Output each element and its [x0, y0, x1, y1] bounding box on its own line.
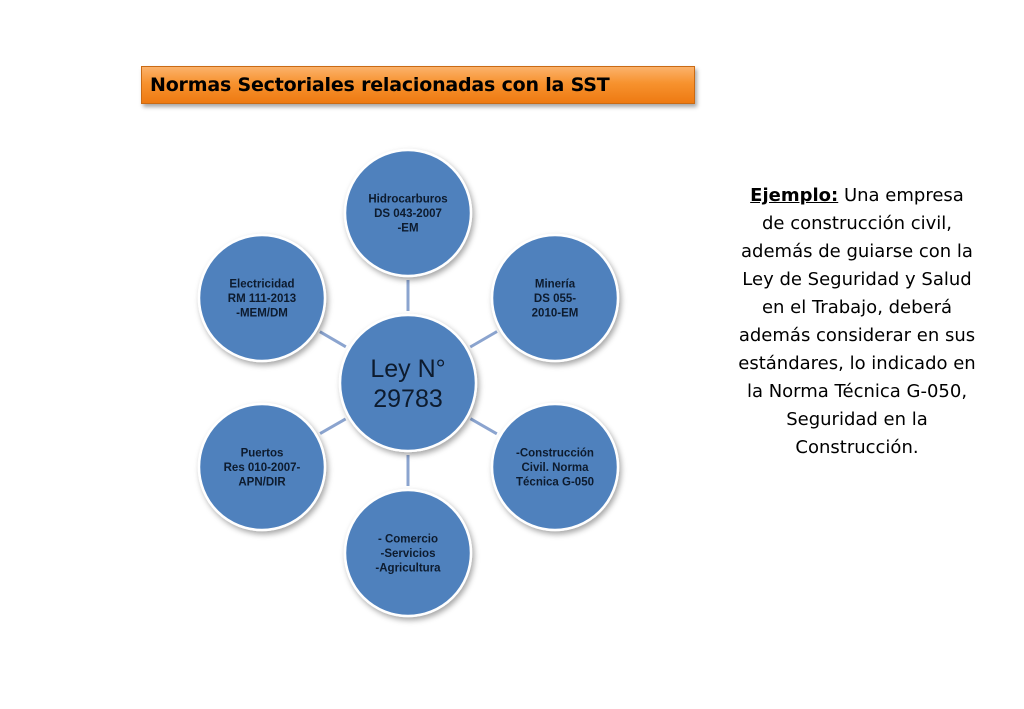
node-label-puertos-0: Puertos — [240, 447, 284, 460]
node-label-mineria-1: DS 055- — [533, 293, 577, 305]
node-mineria — [492, 235, 618, 361]
node-comercio — [345, 490, 471, 616]
example-body: Una empresa de construcción civil, además de guiarse con la Ley de Seguridad y Salud en el Trabajo, deberá además considerar en sus estándares, lo indicado en la Norma Técnica G-050, Seguridad en la Construcción. — [738, 185, 976, 458]
node-label-comercio-2: -Agricultura — [375, 562, 441, 575]
node-label-electricidad-0: Electricidad — [229, 278, 295, 291]
page-title: Normas Sectoriales relacionadas con la SST — [150, 74, 610, 96]
node-label-construccion-0: -Construcción — [516, 447, 594, 460]
node-label-puertos-2: APN/DIR — [238, 476, 286, 489]
node-label-mineria-2: 2010-EM — [531, 307, 579, 320]
connector-electricidad — [320, 332, 346, 347]
connector-construccion — [471, 419, 497, 434]
node-label-construccion-2: Técnica G-050 — [516, 476, 594, 489]
node-label-electricidad-2: -MEM/DM — [236, 307, 288, 320]
node-label-hidrocarburos-1: DS 043-2007 — [374, 208, 442, 220]
node-label-puertos-1: Res 010-2007- — [223, 462, 301, 474]
example-lead: Ejemplo: — [750, 185, 839, 206]
node-label-hidrocarburos-0: Hidrocarburos — [368, 193, 448, 206]
connector-mineria — [470, 332, 497, 348]
node-electricidad — [199, 235, 325, 361]
node-puertos — [199, 404, 325, 530]
connector-puertos — [320, 419, 346, 434]
center-node — [340, 315, 476, 451]
node-label-comercio-1: -Servicios — [380, 548, 436, 560]
center-label-0: Ley N° — [370, 355, 446, 383]
example-text — [738, 182, 976, 462]
node-label-hidrocarburos-2: -EM — [397, 222, 419, 235]
center-label-1: 29783 — [373, 385, 443, 413]
node-label-mineria-0: Minería — [534, 278, 576, 291]
node-label-construccion-1: Civil. Norma — [521, 462, 589, 474]
center-node-group — [340, 315, 476, 451]
node-hidrocarburos — [345, 150, 471, 276]
node-label-comercio-0: - Comercio — [377, 533, 439, 546]
node-construccion — [492, 404, 618, 530]
node-label-electricidad-1: RM 111-2013 — [227, 293, 297, 305]
